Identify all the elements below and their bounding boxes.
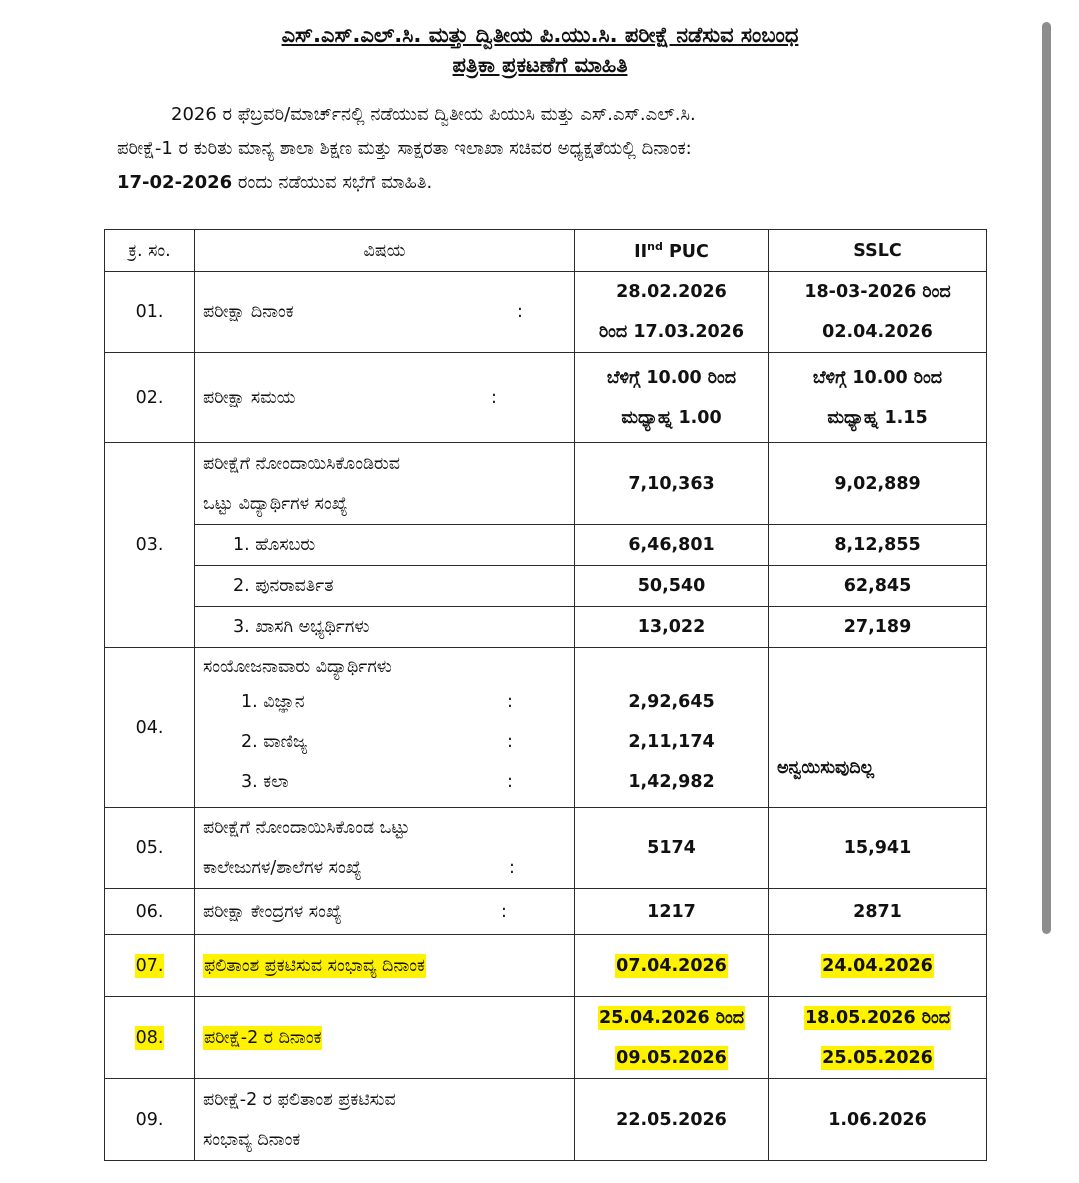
table-row	[105, 997, 987, 1079]
header-puc-tail: PUC	[662, 241, 709, 262]
table-row	[105, 525, 987, 566]
sslc-line-2: 02.04.2026	[822, 322, 933, 342]
row-subject	[195, 808, 575, 889]
subject-text: ಪರೀಕ್ಷೆ-2 ರ ದಿನಾಂಕ	[204, 1027, 322, 1048]
puc-line-1: 28.02.2026	[616, 282, 727, 302]
row-no: 05.	[105, 808, 195, 889]
header-puc-main: II	[634, 241, 648, 262]
sub-item-label: 1. ಹೊಸಬರು	[195, 525, 575, 566]
puc-value	[575, 935, 769, 997]
puc-value	[575, 648, 769, 808]
subject-line-2: ಕಾಲೇಜುಗಳ/ಶಾಲೆಗಳ ಸಂಖ್ಯೆ	[203, 858, 362, 878]
sslc-line-1: 18.05.2026 ರಿಂದ	[804, 1007, 951, 1028]
table-row	[105, 353, 987, 443]
row-no: 06.	[105, 889, 195, 935]
puc-value	[575, 997, 769, 1079]
sslc-value: ಅನ್ವಯಿಸುವುದಿಲ್ಲ	[769, 648, 987, 808]
row-subject	[195, 889, 575, 935]
sslc-line-1: ಬೆಳಿಗ್ಗೆ 10.00 ರಿಂದ	[812, 367, 943, 388]
meeting-date: 17-02-2026	[117, 172, 233, 193]
colon: :	[517, 302, 523, 322]
header-no: ಕ್ರ. ಸಂ.	[105, 230, 195, 272]
stream-label: 1. ವಿಜ್ಞಾನ	[241, 692, 305, 712]
table-row	[105, 272, 987, 353]
page-subtitle: ಪತ್ರಿಕಾ ಪ್ರಕಟಣೆಗೆ ಮಾಹಿತಿ	[452, 53, 628, 77]
header-sslc: SSLC	[769, 230, 987, 272]
puc-value: 22.05.2026	[575, 1079, 769, 1161]
colon: :	[507, 772, 513, 792]
sslc-value: 8,12,855	[769, 525, 987, 566]
table-row	[105, 443, 987, 525]
sslc-value	[769, 272, 987, 353]
puc-line-3: 1,42,982	[628, 772, 715, 792]
intro-line-2: ಪರೀಕ್ಷೆ-1 ರ ಕುರಿತು ಮಾನ್ಯ ಶಾಲಾ ಶಿಕ್ಷಣ ಮತ್ತು ಸಾಕ್ಷರತಾ ಇಲಾಖಾ ಸಚಿವರ ಅಧ್ಯಕ್ಷತೆಯಲ್ಲಿ ದಿನಾಂಕ:	[117, 138, 692, 159]
stream-label: 2. ವಾಣಿಜ್ಯ	[241, 732, 308, 752]
sslc-value: 9,02,889	[769, 443, 987, 525]
row-subject	[195, 272, 575, 353]
puc-value: 5174	[575, 808, 769, 889]
row-subject	[195, 1079, 575, 1161]
scrollbar[interactable]	[1042, 22, 1051, 934]
row-no: 04.	[105, 648, 195, 808]
table-header-row	[105, 230, 987, 272]
puc-value: 50,540	[575, 566, 769, 607]
row-no	[105, 935, 195, 997]
row-no	[105, 997, 195, 1079]
colon: :	[501, 901, 507, 922]
sslc-value	[769, 353, 987, 443]
stream-label: 3. ಕಲಾ	[241, 772, 289, 792]
sslc-value: 15,941	[769, 808, 987, 889]
table-row	[105, 808, 987, 889]
row-subject	[195, 443, 575, 525]
puc-text: 07.04.2026	[616, 955, 727, 976]
colon: :	[491, 387, 497, 408]
subject-line-2-wrap	[203, 848, 574, 888]
sslc-line-2: 25.05.2026	[822, 1047, 933, 1068]
sslc-line-2: ಮಧ್ಯಾಹ್ನ 1.15	[827, 407, 928, 428]
row-subject	[195, 997, 575, 1079]
row-no: 03.	[105, 443, 195, 648]
table-row	[105, 1079, 987, 1161]
subject-text: ಸಂಯೋಜನಾವಾರು ವಿದ್ಯಾರ್ಥಿಗಳು	[203, 657, 392, 677]
header-puc	[575, 230, 769, 272]
sslc-value: 27,189	[769, 607, 987, 648]
sslc-value: 62,845	[769, 566, 987, 607]
colon: :	[509, 858, 515, 878]
sslc-text: 24.04.2026	[822, 955, 933, 976]
header-subject: ವಿಷಯ	[195, 230, 575, 272]
table-row	[105, 566, 987, 607]
puc-line-1: 2,92,645	[628, 692, 715, 712]
row-subject	[195, 353, 575, 443]
puc-value	[575, 353, 769, 443]
stream-item	[203, 762, 574, 802]
header-puc-sup: nd	[647, 239, 663, 253]
puc-line-2: 2,11,174	[628, 732, 715, 752]
subject-line-1: ಪರೀಕ್ಷೆಗೆ ನೋಂದಾಯಿಸಿಕೊಂಡ ಒಟ್ಟು	[203, 818, 410, 838]
page-title: ಎಸ್.ಎಸ್.ಎಲ್.ಸಿ. ಮತ್ತು ದ್ವಿತೀಯ ಪಿ.ಯು.ಸಿ. ಪರೀಕ್ಷೆ ನಡೆಸುವ ಸಂಬಂಧ	[281, 23, 799, 47]
puc-value: 6,46,801	[575, 525, 769, 566]
colon: :	[507, 732, 513, 752]
puc-line-1: ಬೆಳಿಗ್ಗೆ 10.00 ರಿಂದ	[606, 367, 737, 388]
puc-line-2: ಮಧ್ಯಾಹ್ನ 1.00	[621, 407, 722, 428]
intro-line-3-text: ರಂದು ನಡೆಯುವ ಸಭೆಗೆ ಮಾಹಿತಿ.	[232, 172, 433, 193]
sslc-value	[769, 935, 987, 997]
info-table	[104, 229, 987, 1161]
intro-line-3	[117, 168, 432, 198]
table-row	[105, 889, 987, 935]
sslc-value: 2871	[769, 889, 987, 935]
intro-paragraph	[117, 100, 983, 200]
sub-item-label: 2. ಪುನರಾವರ್ತಿತ	[195, 566, 575, 607]
row-no-text: 08.	[135, 1027, 164, 1048]
subject-text: ಪರೀಕ್ಷಾ ದಿನಾಂಕ	[203, 302, 294, 322]
row-no-text: 07.	[135, 955, 164, 976]
subject-text: ಪರೀಕ್ಷಾ ಕೇಂದ್ರಗಳ ಸಂಖ್ಯೆ	[203, 901, 342, 922]
subject-text: ಪರೀಕ್ಷಾ ಸಮಯ	[203, 387, 296, 408]
subject-line-2: ಸಂಭಾವ್ಯ ದಿನಾಂಕ	[203, 1129, 301, 1150]
subject-line-2: ಒಟ್ಟು ವಿದ್ಯಾರ್ಥಿಗಳ ಸಂಖ್ಯೆ	[203, 493, 348, 514]
sslc-value	[769, 997, 987, 1079]
sslc-value: 1.06.2026	[769, 1079, 987, 1161]
table-row	[105, 648, 987, 808]
puc-value: 7,10,363	[575, 443, 769, 525]
table-row	[105, 935, 987, 997]
puc-value: 1217	[575, 889, 769, 935]
row-no: 02.	[105, 353, 195, 443]
colon: :	[507, 692, 513, 712]
puc-line-1: 25.04.2026 ರಿಂದ	[598, 1007, 745, 1028]
stream-item	[203, 722, 574, 762]
intro-line-1: 2026 ರ ಫೆಬ್ರವರಿ/ಮಾರ್ಚ್‌ನಲ್ಲಿ ನಡೆಯುವ ದ್ವಿತೀಯ ಪಿಯುಸಿ ಮತ್ತು ಎಸ್.ಎಸ್.ಎಲ್.ಸಿ.	[171, 104, 696, 125]
subject-line-1: ಪರೀಕ್ಷೆಗೆ ನೋಂದಾಯಿಸಿಕೊಂಡಿರುವ	[203, 453, 401, 474]
row-subject	[195, 648, 575, 808]
puc-line-2: 09.05.2026	[616, 1047, 727, 1068]
row-no: 09.	[105, 1079, 195, 1161]
subject-line-1: ಪರೀಕ್ಷೆ-2 ರ ಫಲಿತಾಂಶ ಪ್ರಕಟಿಸುವ	[203, 1089, 396, 1110]
table-row	[105, 607, 987, 648]
stream-item	[203, 682, 574, 722]
puc-value	[575, 272, 769, 353]
row-subject	[195, 935, 575, 997]
sub-item-label: 3. ಖಾಸಗಿ ಅಭ್ಯರ್ಥಿಗಳು	[195, 607, 575, 648]
puc-value: 13,022	[575, 607, 769, 648]
sslc-line-1: 18-03-2026 ರಿಂದ	[804, 282, 951, 302]
subject-text: ಫಲಿತಾಂಶ ಪ್ರಕಟಿಸುವ ಸಂಭಾವ್ಯ ದಿನಾಂಕ	[204, 955, 425, 976]
puc-line-2: ರಿಂದ 17.03.2026	[598, 322, 745, 342]
row-no: 01.	[105, 272, 195, 353]
